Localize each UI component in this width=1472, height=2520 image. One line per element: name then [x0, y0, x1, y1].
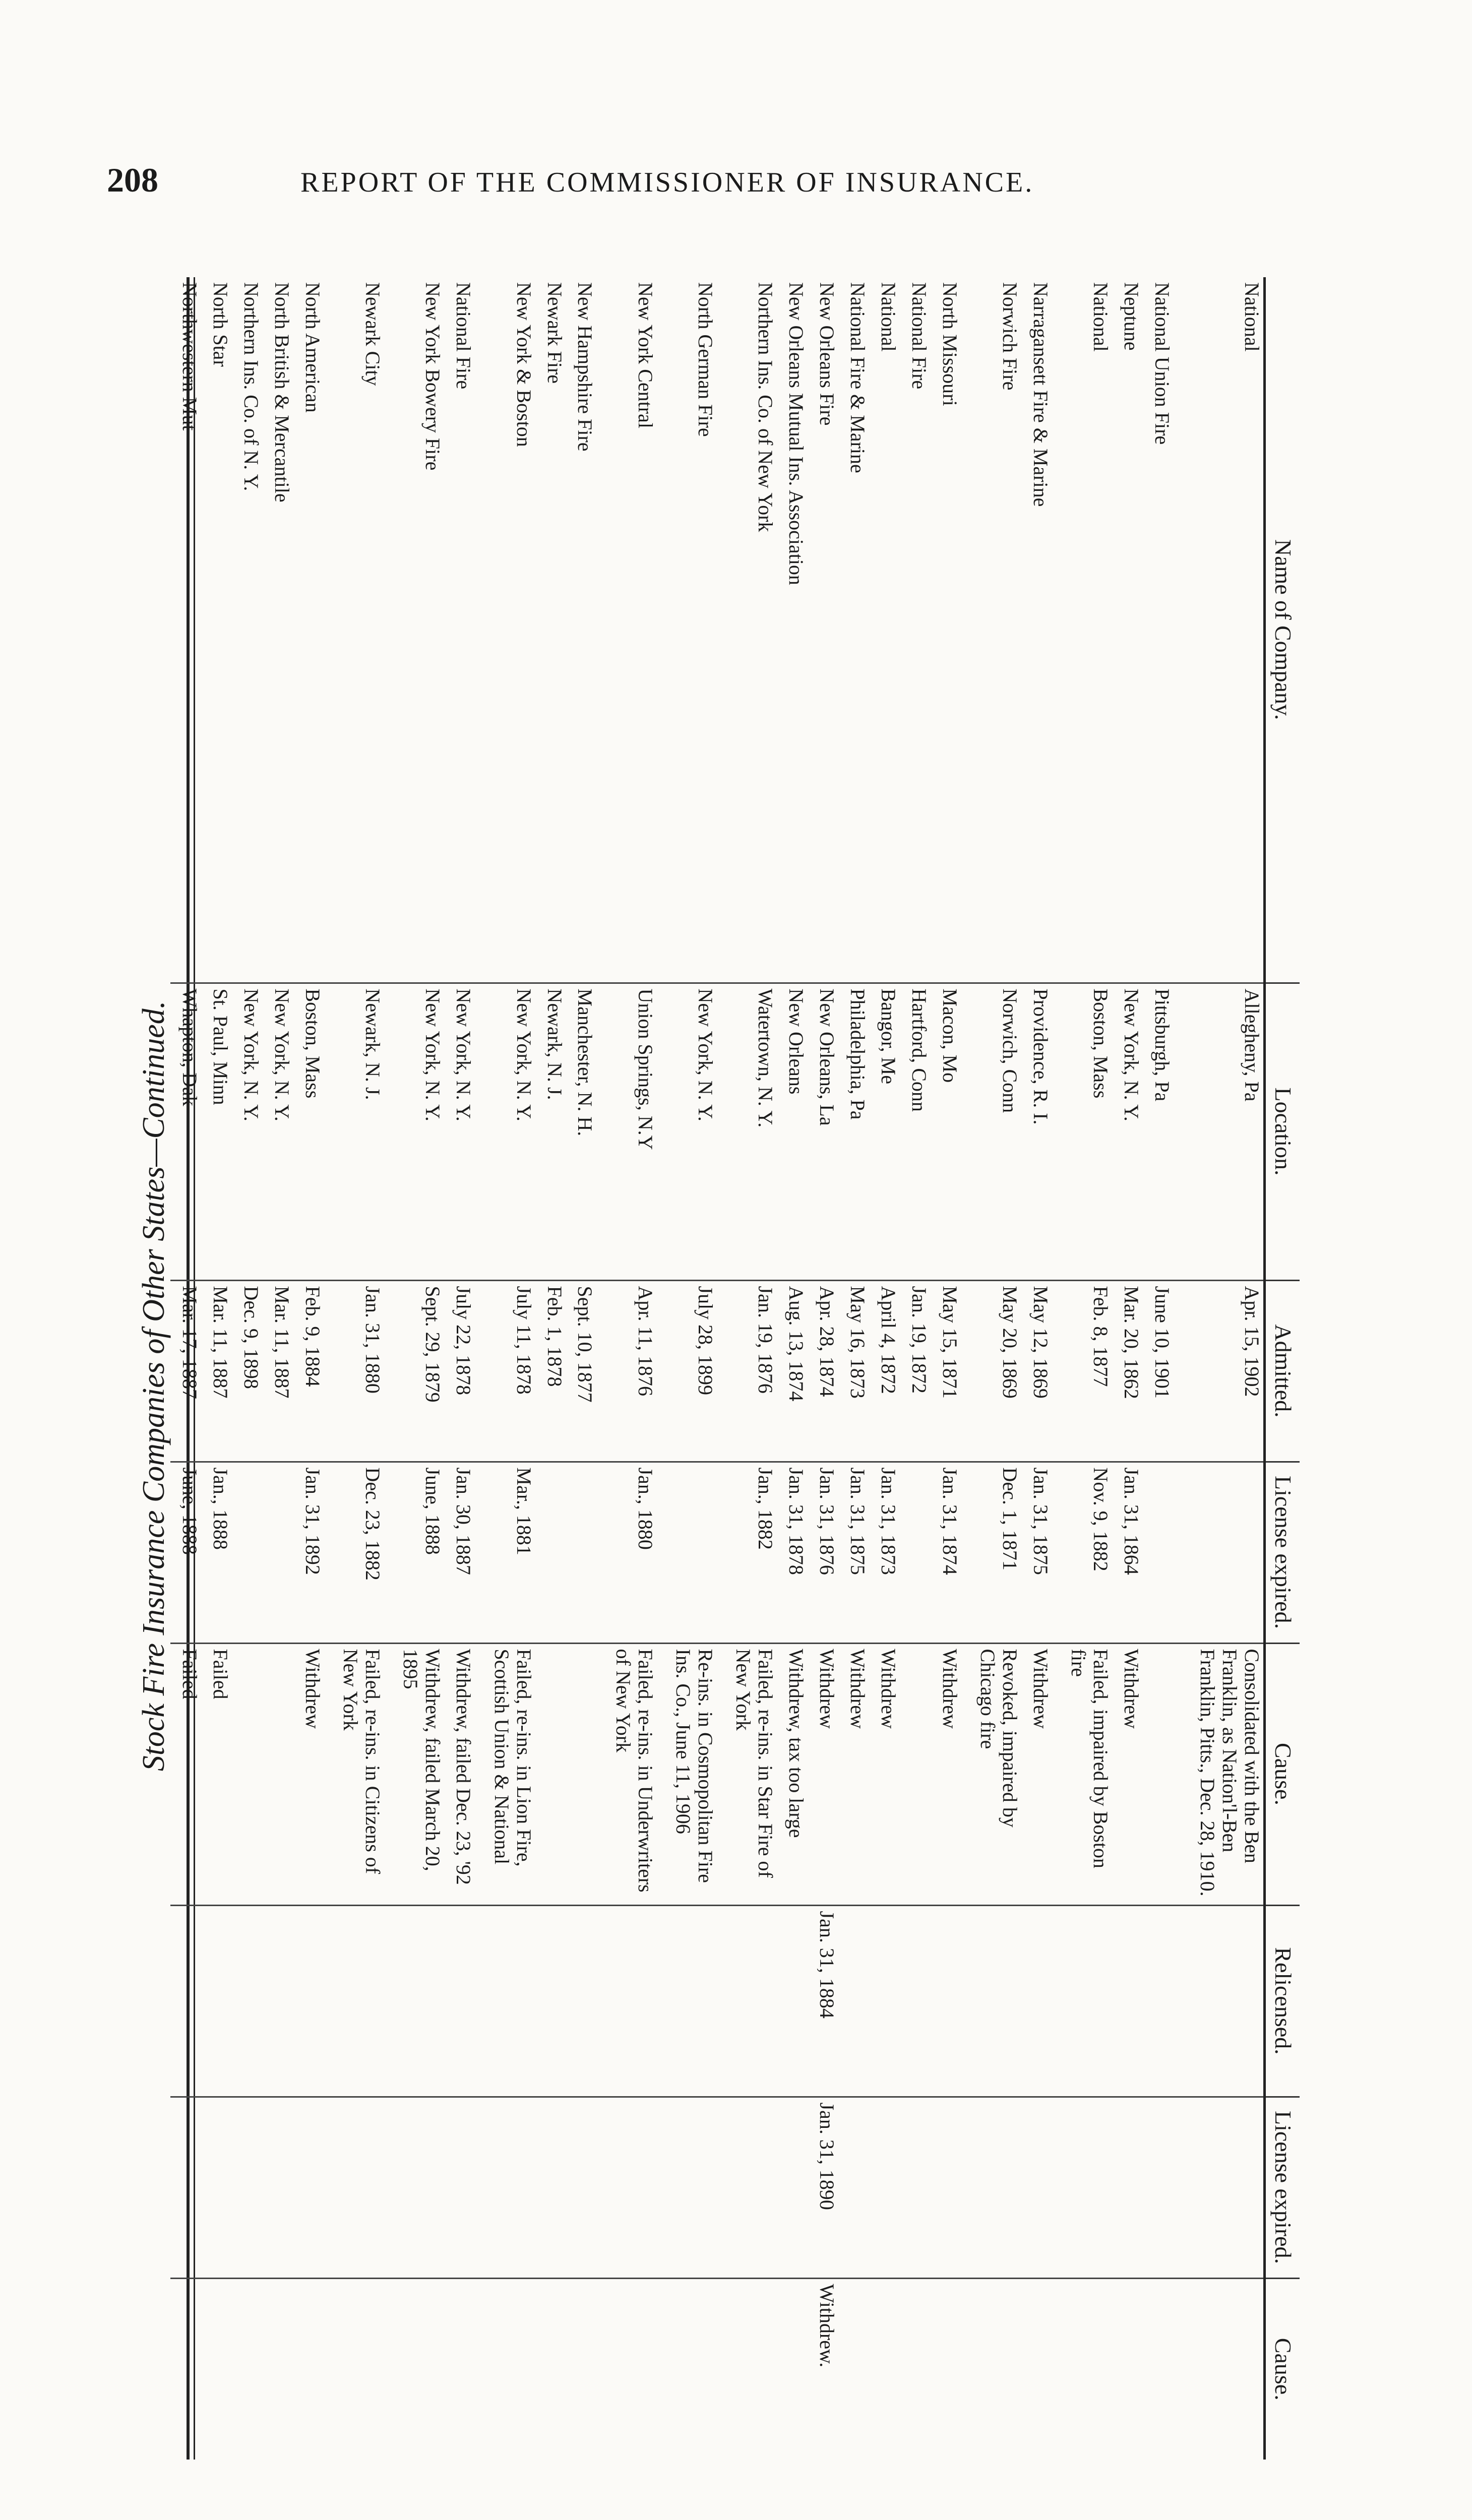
- cause-cell: Failed, re-ins. in Underwriters of New York: [596, 1643, 656, 1905]
- cause-cell: Withdrew, failed March 20, 1895: [384, 1643, 444, 1905]
- cause-2-cell: [170, 2278, 201, 2460]
- relicensed-cell: Jan. 31, 1884: [808, 1905, 838, 2097]
- relicensed-cell: [1021, 1905, 1052, 2097]
- admitted-cell: Jan. 19, 1872: [900, 1280, 931, 1462]
- company-name-cell: North Missouri: [938, 282, 961, 406]
- cause-cell: Withdrew: [838, 1643, 869, 1905]
- location-cell: Watertown, N. Y.: [717, 983, 777, 1280]
- license-expired-2-cell: [232, 2097, 263, 2278]
- admitted-cell: Jan. 19, 1876: [717, 1280, 777, 1462]
- admitted-cell: Apr. 11, 1876: [596, 1280, 656, 1462]
- table-row: [1174, 277, 1265, 2460]
- location-cell: New York, N. Y.: [1112, 983, 1143, 1280]
- cause-2-cell: [596, 2278, 656, 2460]
- company-name-cell: Newark Fire: [543, 282, 566, 384]
- table-row: [657, 277, 717, 2460]
- admitted-cell: May 12, 1869: [1021, 1280, 1052, 1462]
- running-head: REPORT OF THE COMMISSIONER OF INSURANCE.: [300, 167, 1034, 198]
- col-relicensed: Relicensed.: [1265, 1905, 1300, 2097]
- relicensed-cell: [444, 1905, 475, 2097]
- license-expired-cell: Jan. 31, 1874: [931, 1462, 961, 1643]
- license-expired-cell: Jan. 31, 1892: [293, 1462, 324, 1643]
- license-expired-2-cell: [838, 2097, 869, 2278]
- table-title: Stock Fire Insurance Companies of Other States—Continued.: [137, 1000, 171, 1772]
- cause-2-cell: Withdrew.: [808, 2278, 838, 2460]
- admitted-cell: May 16, 1873: [838, 1280, 869, 1462]
- cause-2-cell: [232, 2278, 263, 2460]
- relicensed-cell: [1052, 1905, 1112, 2097]
- license-expired-cell: June, 1888: [384, 1462, 444, 1643]
- relicensed-cell: [263, 1905, 293, 2097]
- col-location: Location.: [1265, 983, 1300, 1280]
- cause-2-cell: [900, 2278, 931, 2460]
- col-license-expired-2: License expired.: [1265, 2097, 1300, 2278]
- relicensed-cell: [1112, 1905, 1143, 2097]
- admitted-cell: April 4, 1872: [869, 1280, 900, 1462]
- license-expired-2-cell: [293, 2097, 324, 2278]
- cause-2-cell: [475, 2278, 535, 2460]
- cause-2-cell: [1052, 2278, 1112, 2460]
- cause-2-cell: [838, 2278, 869, 2460]
- col-admitted: Admitted.: [1265, 1280, 1300, 1462]
- relicensed-cell: [657, 1905, 717, 2097]
- cause-cell: Withdrew: [1112, 1643, 1143, 1905]
- admitted-cell: Mar. 20, 1862: [1112, 1280, 1143, 1462]
- table-row: [384, 277, 444, 2460]
- location-cell: Boston, Mass: [1052, 983, 1112, 1280]
- location-cell: Norwich, Conn: [961, 983, 1021, 1280]
- relicensed-cell: [838, 1905, 869, 2097]
- table-row: [931, 277, 961, 2460]
- table-row: [293, 277, 324, 2460]
- license-expired-cell: Jan. 30, 1887: [444, 1462, 475, 1643]
- license-expired-2-cell: [1052, 2097, 1112, 2278]
- companies-table: [170, 277, 1300, 2460]
- company-name-cell: Narragansett Fire & Marine: [1029, 282, 1052, 507]
- company-name-cell: National Fire & Marine: [846, 282, 869, 473]
- company-name-cell: Neptune: [1120, 282, 1143, 351]
- license-expired-2-cell: [1143, 2097, 1174, 2278]
- admitted-cell: Jan. 31, 1880: [324, 1280, 384, 1462]
- cause-cell: Withdrew: [869, 1643, 900, 1905]
- location-cell: Macon, Mo: [931, 983, 961, 1280]
- relicensed-cell: [232, 1905, 263, 2097]
- admitted-cell: Sept. 29, 1879: [384, 1280, 444, 1462]
- table-row: [1021, 277, 1052, 2460]
- license-expired-cell: Dec. 23, 1882: [324, 1462, 384, 1643]
- cause-2-cell: [566, 2278, 597, 2460]
- header-row: [1265, 277, 1300, 2460]
- cause-cell: Withdrew: [931, 1643, 961, 1905]
- license-expired-2-cell: [961, 2097, 1021, 2278]
- cause-cell: Withdrew: [1021, 1643, 1052, 1905]
- table-row: [475, 277, 535, 2460]
- license-expired-2-cell: [444, 2097, 475, 2278]
- cause-2-cell: [657, 2278, 717, 2460]
- admitted-cell: Mar. 11, 1887: [263, 1280, 293, 1462]
- col-cause-2: Cause.: [1265, 2278, 1300, 2460]
- license-expired-cell: Dec. 1, 1871: [961, 1462, 1021, 1643]
- admitted-cell: Apr. 28, 1874: [808, 1280, 838, 1462]
- license-expired-2-cell: [324, 2097, 384, 2278]
- table-row: [777, 277, 808, 2460]
- cause-cell: Failed, re-ins. in Lion Fire, Scottish Union & National: [475, 1643, 535, 1905]
- admitted-cell: Mar. 17, 1887: [170, 1280, 201, 1462]
- cause-2-cell: [263, 2278, 293, 2460]
- relicensed-cell: [1143, 1905, 1174, 2097]
- cause-2-cell: [201, 2278, 232, 2460]
- table-row: [535, 277, 566, 2460]
- company-name-cell: National Union Fire: [1151, 282, 1174, 445]
- company-name-cell: New Orleans Fire: [816, 282, 839, 426]
- license-expired-2-cell: [566, 2097, 597, 2278]
- cause-cell: Revoked, impaired by Chicago fire: [961, 1643, 1021, 1905]
- cause-cell: Failed, impaired by Boston fire: [1052, 1643, 1112, 1905]
- license-expired-cell: Mar., 1881: [475, 1462, 535, 1643]
- cause-2-cell: [777, 2278, 808, 2460]
- company-name-cell: Northern Ins. Co. of N. Y.: [240, 282, 263, 491]
- company-name-cell: New York Central: [634, 282, 657, 428]
- relicensed-cell: [596, 1905, 656, 2097]
- relicensed-cell: [535, 1905, 566, 2097]
- license-expired-2-cell: [384, 2097, 444, 2278]
- admitted-cell: July 11, 1878: [475, 1280, 535, 1462]
- license-expired-cell: [657, 1462, 717, 1643]
- license-expired-cell: [566, 1462, 597, 1643]
- admitted-cell: Apr. 15, 1902: [1174, 1280, 1265, 1462]
- table-row: [1112, 277, 1143, 2460]
- cause-cell: Withdrew, failed Dec. 23, '92: [444, 1643, 475, 1905]
- location-cell: New York, N. Y.: [384, 983, 444, 1280]
- cause-2-cell: [1021, 2278, 1052, 2460]
- table-row: [201, 277, 232, 2460]
- relicensed-cell: [961, 1905, 1021, 2097]
- cause-2-cell: [931, 2278, 961, 2460]
- table-row: [838, 277, 869, 2460]
- relicensed-cell: [384, 1905, 444, 2097]
- cause-2-cell: [384, 2278, 444, 2460]
- cause-cell: Withdrew: [293, 1643, 324, 1905]
- cause-cell: Re-ins. in Cosmopolitan Fire Ins. Co., June 11, 1906: [657, 1643, 717, 1905]
- license-expired-2-cell: [1021, 2097, 1052, 2278]
- cause-2-cell: [717, 2278, 777, 2460]
- license-expired-2-cell: [869, 2097, 900, 2278]
- table-row: [808, 277, 838, 2460]
- license-expired-cell: Jan., 1888: [201, 1462, 232, 1643]
- license-expired-cell: June, 1888: [170, 1462, 201, 1643]
- location-cell: Newark, N. J.: [324, 983, 384, 1280]
- company-name-cell: Northern Ins. Co. of New York: [754, 282, 777, 532]
- relicensed-cell: [293, 1905, 324, 2097]
- location-cell: Whapton, Dak: [170, 983, 201, 1280]
- license-expired-cell: [900, 1462, 931, 1643]
- location-cell: Manchester, N. H.: [566, 983, 597, 1280]
- license-expired-cell: [535, 1462, 566, 1643]
- company-name-cell: New York Bowery Fire: [421, 282, 445, 471]
- license-expired-2-cell: [1174, 2097, 1265, 2278]
- admitted-cell: Dec. 9, 1898: [232, 1280, 263, 1462]
- admitted-cell: July 22, 1878: [444, 1280, 475, 1462]
- table-row: [232, 277, 263, 2460]
- company-name-cell: New York & Boston: [512, 282, 535, 447]
- license-expired-cell: Jan. 31, 1873: [869, 1462, 900, 1643]
- company-name-cell: Newark City: [361, 282, 385, 386]
- cause-cell: [535, 1643, 566, 1905]
- relicensed-cell: [324, 1905, 384, 2097]
- location-cell: Providence, R. I.: [1021, 983, 1052, 1280]
- cause-cell: [1143, 1643, 1174, 1905]
- table-row: [444, 277, 475, 2460]
- cause-cell: Withdrew, tax too large: [777, 1643, 808, 1905]
- cause-cell: Failed, re-ins. in Star Fire of New York: [717, 1643, 777, 1905]
- company-name-cell: New Orleans Mutual Ins. Association: [785, 282, 808, 586]
- col-cause: Cause.: [1265, 1643, 1300, 1905]
- company-name-cell: Norwich Fire: [999, 282, 1022, 391]
- license-expired-2-cell: [170, 2097, 201, 2278]
- table-row: [717, 277, 777, 2460]
- relicensed-cell: [170, 1905, 201, 2097]
- cause-cell: Failed: [170, 1643, 201, 1905]
- admitted-cell: July 28, 1899: [657, 1280, 717, 1462]
- table-body: [170, 277, 1265, 2460]
- cause-2-cell: [1143, 2278, 1174, 2460]
- relicensed-cell: [717, 1905, 777, 2097]
- license-expired-2-cell: [263, 2097, 293, 2278]
- license-expired-cell: Jan. 31, 1878: [777, 1462, 808, 1643]
- location-cell: New York, N. Y.: [475, 983, 535, 1280]
- location-cell: New York, N. Y.: [232, 983, 263, 1280]
- location-cell: St. Paul, Minn: [201, 983, 232, 1280]
- relicensed-cell: [475, 1905, 535, 2097]
- location-cell: Hartford, Conn: [900, 983, 931, 1280]
- license-expired-cell: [1174, 1462, 1265, 1643]
- admitted-cell: Sept. 10, 1877: [566, 1280, 597, 1462]
- company-name-cell: North American: [301, 282, 324, 413]
- company-name-cell: New Hampshire Fire: [574, 282, 597, 452]
- relicensed-cell: [1174, 1905, 1265, 2097]
- rotated-table-container: [170, 277, 1300, 2460]
- location-cell: Allegheny, Pa: [1174, 983, 1265, 1280]
- cause-2-cell: [293, 2278, 324, 2460]
- company-name-cell: National Fire: [452, 282, 475, 390]
- cause-cell: [900, 1643, 931, 1905]
- company-name-cell: North Star: [209, 282, 232, 367]
- location-cell: Philadelphia, Pa: [838, 983, 869, 1280]
- license-expired-cell: Jan. 31, 1875: [1021, 1462, 1052, 1643]
- cause-cell: Withdrew: [808, 1643, 838, 1905]
- cause-2-cell: [1112, 2278, 1143, 2460]
- location-cell: New York, N. Y.: [263, 983, 293, 1280]
- company-name-cell: National: [1241, 282, 1264, 352]
- relicensed-cell: [566, 1905, 597, 2097]
- license-expired-2-cell: [777, 2097, 808, 2278]
- admitted-cell: May 20, 1869: [961, 1280, 1021, 1462]
- table-row: [566, 277, 597, 2460]
- license-expired-2-cell: [201, 2097, 232, 2278]
- admitted-cell: May 15, 1871: [931, 1280, 961, 1462]
- license-expired-cell: Jan. 31, 1876: [808, 1462, 838, 1643]
- table-row: [263, 277, 293, 2460]
- company-name-cell: North German Fire: [694, 282, 717, 437]
- relicensed-cell: [931, 1905, 961, 2097]
- table-row: [900, 277, 931, 2460]
- col-license-expired: License expired.: [1265, 1462, 1300, 1643]
- cause-2-cell: [869, 2278, 900, 2460]
- company-name-cell: National: [1089, 282, 1113, 352]
- company-name-cell: Northwestern Mut: [178, 282, 202, 431]
- admitted-cell: Feb. 8, 1877: [1052, 1280, 1112, 1462]
- license-expired-2-cell: [475, 2097, 535, 2278]
- relicensed-cell: [777, 1905, 808, 2097]
- license-expired-2-cell: [535, 2097, 566, 2278]
- license-expired-2-cell: [717, 2097, 777, 2278]
- cause-cell: Consolidated with the Ben Franklin, as Nation'l-Ben Franklin, Pitts., Dec. 28, 1910.: [1174, 1643, 1265, 1905]
- cause-2-cell: [324, 2278, 384, 2460]
- cause-2-cell: [535, 2278, 566, 2460]
- license-expired-2-cell: [900, 2097, 931, 2278]
- col-name-of-company: Name of Company.: [1265, 277, 1300, 983]
- location-cell: New Orleans, La: [808, 983, 838, 1280]
- location-cell: Newark, N. J.: [535, 983, 566, 1280]
- company-name-cell: National Fire: [907, 282, 931, 390]
- license-expired-cell: [232, 1462, 263, 1643]
- table-row: [961, 277, 1021, 2460]
- license-expired-cell: Jan., 1882: [717, 1462, 777, 1643]
- license-expired-2-cell: Jan. 31, 1890: [808, 2097, 838, 2278]
- admitted-cell: Feb. 1, 1878: [535, 1280, 566, 1462]
- license-expired-2-cell: [1112, 2097, 1143, 2278]
- location-cell: Boston, Mass: [293, 983, 324, 1280]
- cause-2-cell: [961, 2278, 1021, 2460]
- location-cell: New Orleans: [777, 983, 808, 1280]
- relicensed-cell: [900, 1905, 931, 2097]
- license-expired-cell: Jan. 31, 1864: [1112, 1462, 1143, 1643]
- license-expired-cell: Jan. 31, 1875: [838, 1462, 869, 1643]
- cause-2-cell: [444, 2278, 475, 2460]
- license-expired-cell: Nov. 9, 1882: [1052, 1462, 1112, 1643]
- cause-cell: [232, 1643, 263, 1905]
- location-cell: New York, N. Y.: [657, 983, 717, 1280]
- admitted-cell: Mar. 11, 1887: [201, 1280, 232, 1462]
- license-expired-cell: [263, 1462, 293, 1643]
- company-name-cell: National: [877, 282, 900, 352]
- relicensed-cell: [869, 1905, 900, 2097]
- license-expired-cell: Jan., 1880: [596, 1462, 656, 1643]
- relicensed-cell: [201, 1905, 232, 2097]
- license-expired-2-cell: [931, 2097, 961, 2278]
- table-row: [324, 277, 384, 2460]
- table-row: [596, 277, 656, 2460]
- location-cell: Bangor, Me: [869, 983, 900, 1280]
- location-cell: Union Springs, N.Y: [596, 983, 656, 1280]
- table-row: [1052, 277, 1112, 2460]
- page-number: 208: [107, 161, 158, 199]
- table-row: [170, 277, 201, 2460]
- cause-cell: Failed, re-ins. in Citizens of New York: [324, 1643, 384, 1905]
- location-cell: Pittsburgh, Pa: [1143, 983, 1174, 1280]
- cause-2-cell: [1174, 2278, 1265, 2460]
- table-row: [869, 277, 900, 2460]
- cause-cell: Failed: [201, 1643, 232, 1905]
- admitted-cell: June 10, 1901: [1143, 1280, 1174, 1462]
- license-expired-cell: [1143, 1462, 1174, 1643]
- company-name-cell: North British & Mercantile: [271, 282, 293, 502]
- admitted-cell: Aug. 13, 1874: [777, 1280, 808, 1462]
- license-expired-2-cell: [657, 2097, 717, 2278]
- cause-cell: [263, 1643, 293, 1905]
- location-cell: New York, N. Y.: [444, 983, 475, 1280]
- table-row: [1143, 277, 1174, 2460]
- admitted-cell: Feb. 9, 1884: [293, 1280, 324, 1462]
- cause-cell: [566, 1643, 597, 1905]
- license-expired-2-cell: [596, 2097, 656, 2278]
